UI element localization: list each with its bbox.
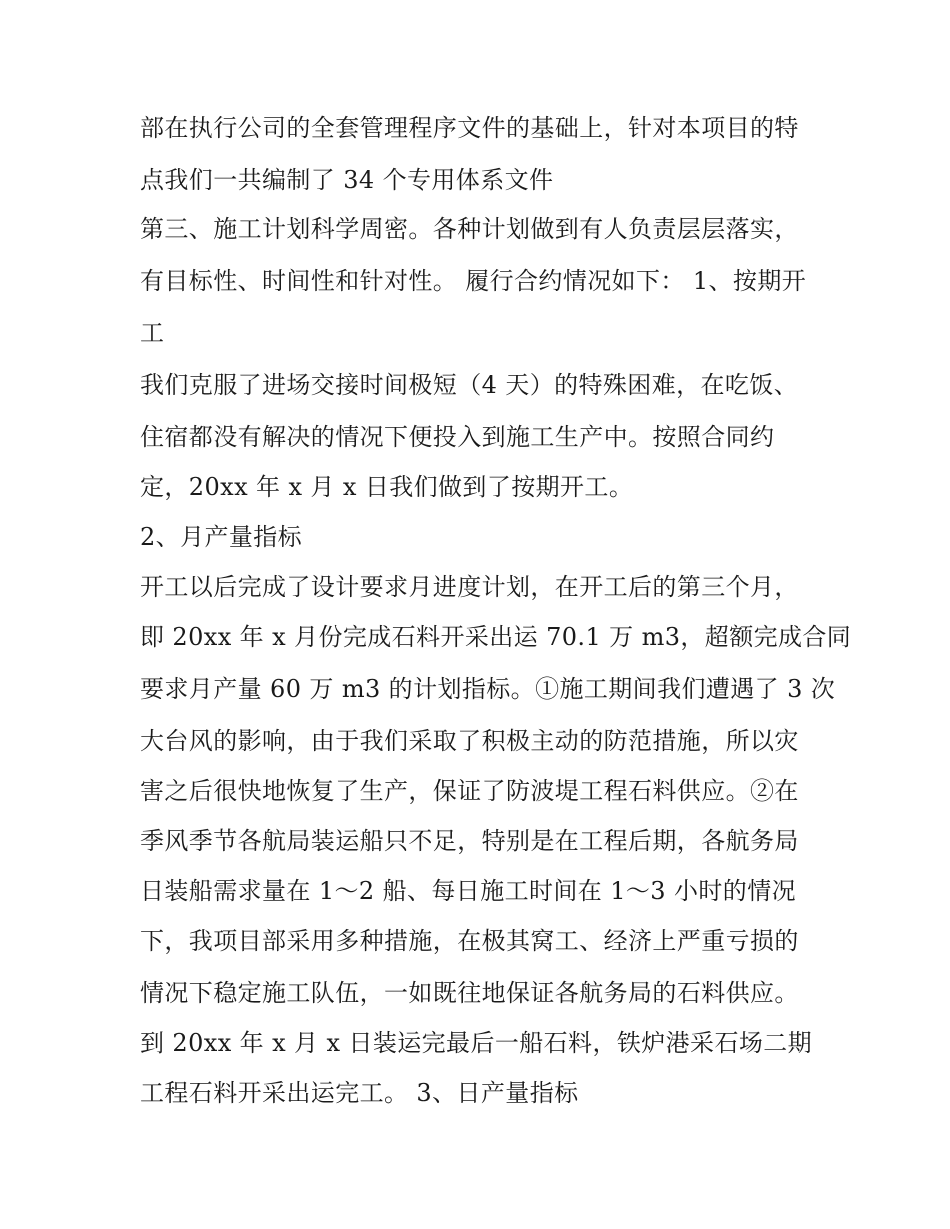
text-line: 即 20xx 年 x 月份完成石料开采出运 70.1 万 m3，超额完成合同 xyxy=(140,623,852,651)
text-line: 工 xyxy=(140,319,165,347)
text-line: 开工以后完成了设计要求月进度计划，在开工后的第三个月， xyxy=(140,573,799,601)
text-line: 下，我项目部采用多种措施，在极其窝工、经济上严重亏损的 xyxy=(140,927,799,955)
text-line: 大台风的影响，由于我们采取了积极主动的防范措施，所以灾 xyxy=(140,727,799,755)
text-line: 工程石料开采出运完工。 3、日产量指标 xyxy=(140,1079,579,1107)
text-line: 有目标性、时间性和针对性。 履行合约情况如下： 1、按期开 xyxy=(140,267,807,295)
text-line: 季风季节各航局装运船只不足，特别是在工程后期，各航务局 xyxy=(140,827,799,855)
text-line: 定，20xx 年 x 月 x 日我们做到了按期开工。 xyxy=(140,473,634,501)
text-line: 住宿都没有解决的情况下便投入到施工生产中。按照合同约 xyxy=(140,423,775,451)
text-line: 我们克服了进场交接时间极短（4 天）的特殊困难，在吃饭、 xyxy=(140,371,799,399)
text-line: 到 20xx 年 x 月 x 日装运完最后一船石料，铁炉港采石场二期 xyxy=(140,1029,813,1057)
text-line: 要求月产量 60 万 m3 的计划指标。①施工期间我们遭遇了 3 次 xyxy=(140,675,836,703)
section-heading: 2、月产量指标 xyxy=(140,523,303,551)
text-line: 日装船需求量在 1～2 船、每日施工时间在 1～3 小时的情况 xyxy=(140,877,796,905)
text-line: 部在执行公司的全套管理程序文件的基础上，针对本项目的特 xyxy=(140,114,799,142)
text-line: 害之后很快地恢复了生产，保证了防波堤工程石料供应。②在 xyxy=(140,777,799,805)
text-line: 第三、施工计划科学周密。各种计划做到有人负责层层落实， xyxy=(140,215,799,243)
text-line: 情况下稳定施工队伍，一如既往地保证各航务局的石料供应。 xyxy=(140,979,799,1007)
text-line: 点我们一共编制了 34 个专用体系文件 xyxy=(140,166,554,194)
